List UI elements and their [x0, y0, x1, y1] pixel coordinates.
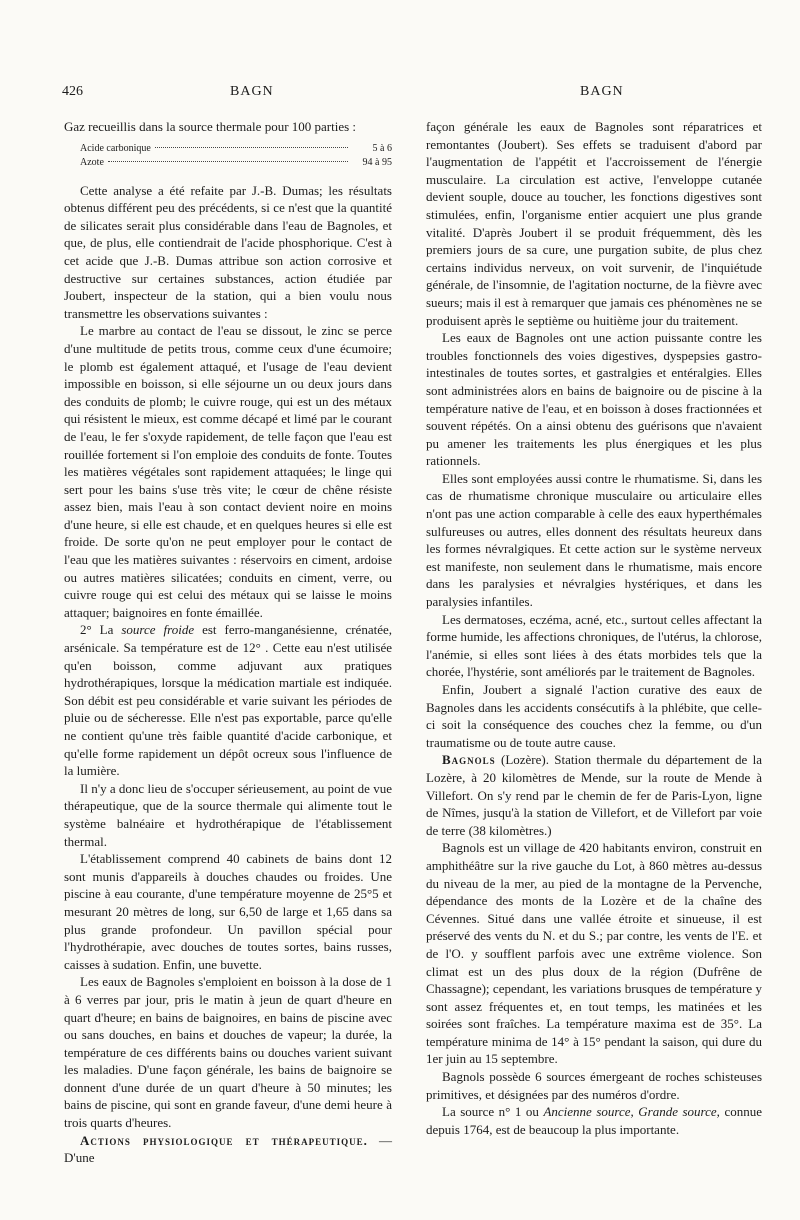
analysis-row	[80, 142, 392, 156]
source-1-names: Ancienne source, Grande source,	[543, 1104, 720, 1120]
paragraph-rheumatism: Elles sont employées aussi contre le rhumatisme. Si, dans les cas de rhumatisme chronique musculaire ou articulaire elles n'ont pas une action comparable à celle des eaux hyperthémales sulfureuses ou autres, elles donnent des résultats heureux dans les formes névralgiques. Et cette action sur le système nerveux est manifeste, non seulement dans le rhumatisme, mais encore dans les paralysies et névralgies hystériques, et dans les paralysies infantiles.	[426, 470, 762, 610]
analysis-value: 94 à 95	[362, 156, 392, 168]
paragraph-observations: Le marbre au contact de l'eau se dissout, le zinc se perce d'une multitude de petits trous, comme ceux d'une écumoire; le plomb est également attaqué, et l'usage de l'eau devient impossible en boisson, si elle séjourne un ou deux jours dans des conduits de plomb; le cuivre rouge, qui est un des métaux qui résistent le mieux, est comme décapé et limé par le courant de l'eau, le fer s'oxyde rapidement, de telle façon que l'eau est rouillée fortement si l'on emploie des conduits de fonte. Toutes les matières végétales sont rapidement attaquées; le linge qui sert pour les bains s'use très vite; le cœur de chêne résiste assez bien, mais l'eau à son contact devient noire en moins d'une heure, si elle est chaude, et en quelques heures si elle est froide. De sorte qu'on ne peut employer pour le contact de l'eau que les matières suivantes : réservoirs en ciment, ardoise ou autres matières silicatées; conduits en ciment, verre, ou cuivre rouge qui est celui des métaux qui se laisse le moins attaquer; baignoires en fonte émaillée.	[64, 323, 392, 620]
running-head-right: BAGN	[580, 84, 624, 99]
leader-dots	[155, 147, 348, 148]
source-1-intro: La source n° 1 ou	[442, 1104, 544, 1120]
page-header	[62, 84, 762, 106]
paragraph-effects: façon générale les eaux de Bagnoles sont réparatrices et remontantes (Joubert). Ses effets se traduisent d'abord par l'augmentation de l'appétit et l'accroissement de l'énergie musculaire. La circulation est active, l'enveloppe cutanée devient souple, douce au toucher, les fonctions digestives sont stimulées, enfin, l'organisme entier acquiert une plus grande vitalité. D'après Joubert il se produit fréquemment, dès les premiers jours de sa cure, une purgation subite, de plus chez certains individus nerveux, on voit survenir, de l'inquiétude générale, de l'insomnie, de l'agitation nocturne, de la fièvre avec sueurs; mais il est à remarquer que jamais ces phénomènes ne se produisent après le septième ou huitième jour du traitement.	[426, 119, 762, 328]
page-number: 426	[62, 84, 83, 99]
paragraph-sources: Bagnols possède 6 sources émergeant de roches schisteuses primitives, et désignées par des numéros d'ordre.	[426, 1069, 762, 1102]
analysis-name: Azote	[80, 156, 104, 168]
paragraph-actions-heading	[64, 1132, 392, 1167]
paragraph-source-1	[426, 1103, 762, 1138]
cold-source-number: 2° La	[80, 622, 122, 638]
paragraph-establishment: L'établissement comprend 40 cabinets de bains dont 12 sont munis d'appareils à douches chaudes ou froides. Une piscine à eau courante, d'une température moyenne de 25°5 et mesurant 20 mètres de long, sur 6,50 de large et 1,65 dans sa plus grande profondeur. Un pavillon spécial pour l'hydrothérapie, avec douches de toutes sortes, bains russes, caisses à sudation. Enfin, une buvette.	[64, 851, 392, 972]
left-column	[64, 118, 392, 1167]
section-heading-actions: Actions physiologique et thérapeutique.	[80, 1132, 368, 1148]
paragraph-dumas: Cette analyse a été refaite par J.-B. Dumas; les résultats obtenus différent peu des précédents, si ce n'est que la quantité de silicates serait plus considérable dans l'eau de Bagnoles, et que, de plus, elle contiendrait de l'acide phosphorique. C'est à cet acide que J.-B. Dumas attribue son action corrosive et destructive sur certaines substances, action étudiée par Joubert, inspecteur de la station, qui a bien voulu nous transmettre les observations suivantes :	[64, 182, 392, 321]
analysis-name: Acide carbonique	[80, 142, 151, 154]
cold-source-text: est ferro-manganésienne, crénatée, arsénicale. Sa température est de 12° . Cette eau n'est utilisée qu'en boisson, comme adjuvant aux pratiques hydrothérapiques, lorsque la médication martiale est indiquée. Son débit est peu considérable et varie suivant les périodes de pluie ou de sécheresse. Elle n'est pas exportable, parce qu'elle ne contient qu'une très faible quantité d'acide carbonique, et qu'elle forme rapidement un dépôt ocreux sous l'influence de la lumière.	[64, 622, 392, 779]
paragraph-bagnols-entry	[426, 751, 762, 839]
paragraph-dermatoses: Les dermatoses, eczéma, acné, etc., surtout celles affectant la forme humide, les affections chroniques, de l'utérus, la chlorose, l'anémie, si elles sont liées à des états morbides tels que la chorée, l'hystérie, sont améliorés par le traitement de Bagnoles.	[426, 611, 762, 680]
paragraph-phlebitis: Enfin, Joubert a signalé l'action curative des eaux de Bagnoles dans les accidents consécutifs à la phlébite, que celle-ci soit la conséquence des couches chez la femme, ou d'un traumatisme ou de toute autre cause.	[426, 682, 762, 750]
actions-text: — D'une	[64, 1132, 392, 1166]
paragraph-usage: Les eaux de Bagnoles s'emploient en boisson à la dose de 1 à 6 verres par jour, pris le matin à jeun de quart d'heure en quart d'heure; en bains de baignoires, en bains de piscine avec ou sans douches, en bains et douches de vapeur; la durée, la température de ces différents bains ou douches varient suivant les maladies. D'une façon générale, les bains de baignoire se donnent d'une durée de un quart d'heure à 50 minutes; les bains de piscine, qui sont en grande faveur, d'une demi heure à trois quarts d'heures.	[64, 974, 392, 1131]
gas-analysis-table	[80, 142, 392, 170]
paragraph-cold-source	[64, 621, 392, 779]
paragraph-thermal-source: Il n'y a donc lieu de s'occuper sérieusement, au point de vue thérapeutique, que de la source thermale qui alimente tout le système balnéaire et hydrothérapique de l'établissement thermal.	[64, 780, 392, 849]
analysis-row	[80, 156, 392, 170]
analysis-value: 5 à 6	[372, 142, 392, 154]
right-column	[426, 118, 762, 1138]
source-1-text: connue depuis 1764, est de beaucoup la plus importante.	[426, 1104, 762, 1137]
bagnols-entry-text: (Lozère). Station thermale du département de la Lozère, à 20 kilomètres de Mende, sur la route de Mende à Villefort. On s'y rend par le chemin de fer de Paris-Lyon, ligne de Nîmes, jusqu'à la station de Villefort, et de Villefort par voie de terre (38 kilomètres.)	[426, 752, 762, 838]
running-head-left: BAGN	[230, 84, 274, 99]
cold-source-term: source froide	[121, 622, 195, 638]
entry-heading-bagnols: Bagnols	[442, 752, 496, 768]
analysis-intro: Gaz recueillis dans la source thermale pour 100 parties :	[64, 119, 357, 134]
paragraph-village: Bagnols est un village de 420 habitants environ, construit en amphithéâtre sur la rive gauche du Lot, à 860 mètres au-dessus du niveau de la mer, au pied de la montagne de la Pervenche, dépendance des monts de la Lozère et de la chaîne des Cévennes. Situé dans une vallée étroite et sinueuse, il est préservé des vents du N. et du S.; par contre, les vents de l'E. et de l'O. y soufflent parfois avec une extrême violence. Son climat est un des plus doux de la région (Dufrêne de Chassagne); cependant, les variations brusques de température y sont assez fréquentes et, en tout temps, les matinées et les soirées sont fraîches. La température maxima est de 35°. La température minima de 14° à 15° pendant la saison, qui dure du 1er juin au 15 septembre.	[426, 840, 762, 1067]
paragraph-digestive: Les eaux de Bagnoles ont une action puissante contre les troubles fonctionnels des voies digestives, dyspepsies gastro-intestinales de toutes sortes, et gastralgies et entéralgies. Elles sont administrées alors en bains de baignoire ou de piscine à la température native de l'eau, et en boisson à doses fractionnées et souvent répétés. On a ainsi obtenu des guérisons que n'avaient pu amener les traitements les plus énergiques et les plus rationnels.	[426, 330, 762, 469]
leader-dots	[108, 161, 348, 162]
